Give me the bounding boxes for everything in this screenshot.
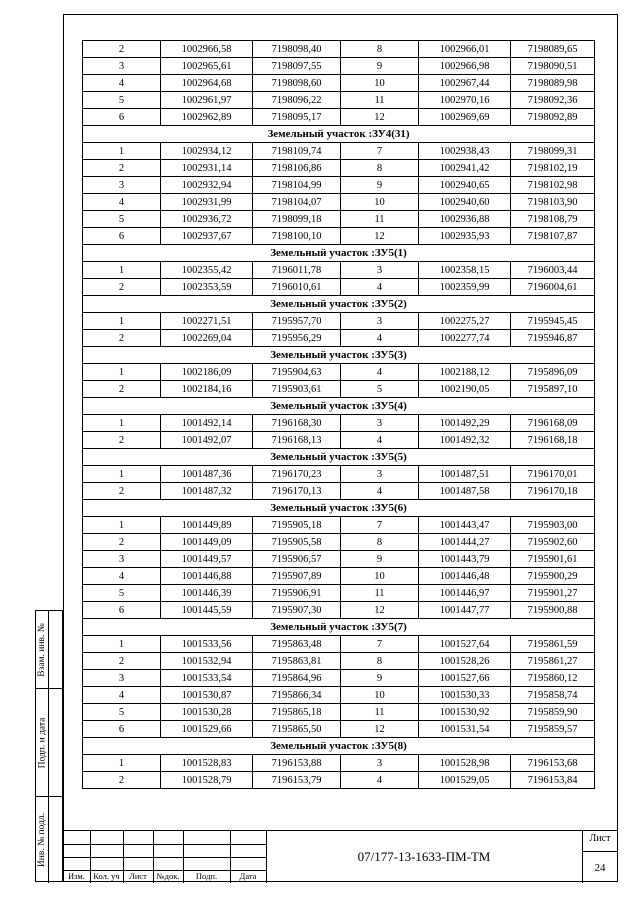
table-cell: 11 bbox=[341, 704, 419, 721]
table-cell: 1001487,51 bbox=[419, 466, 511, 483]
table-cell: 1002938,43 bbox=[419, 143, 511, 160]
table-cell: 8 bbox=[341, 534, 419, 551]
table-cell: 7195902,60 bbox=[511, 534, 595, 551]
table-cell: 3 bbox=[341, 262, 419, 279]
section-row bbox=[83, 500, 595, 517]
table-cell: 7195865,18 bbox=[253, 704, 341, 721]
table-cell: 7195906,57 bbox=[253, 551, 341, 568]
table-row bbox=[83, 41, 595, 58]
table-cell: 7196153,79 bbox=[253, 772, 341, 789]
table-cell: 1001529,05 bbox=[419, 772, 511, 789]
table-row bbox=[83, 653, 595, 670]
table-cell: 1001446,88 bbox=[161, 568, 253, 585]
table-cell: 1001528,79 bbox=[161, 772, 253, 789]
table-cell: 1002966,98 bbox=[419, 58, 511, 75]
table-cell: 1002934,12 bbox=[161, 143, 253, 160]
table-cell: 4 bbox=[341, 432, 419, 449]
table-cell: 1 bbox=[83, 364, 161, 381]
table-row bbox=[83, 228, 595, 245]
table-cell: 7198104,07 bbox=[253, 194, 341, 211]
table-row bbox=[83, 58, 595, 75]
table-cell: 7195863,48 bbox=[253, 636, 341, 653]
stamp-header-ndok: №док. bbox=[156, 871, 180, 881]
table-cell: 1001529,66 bbox=[161, 721, 253, 738]
table-row bbox=[83, 177, 595, 194]
table-cell: 7195858,74 bbox=[511, 687, 595, 704]
table-cell: 7195907,30 bbox=[253, 602, 341, 619]
table-cell: 7196168,18 bbox=[511, 432, 595, 449]
sheet-number: 24 bbox=[594, 862, 606, 874]
table-cell: 7195861,59 bbox=[511, 636, 595, 653]
table-row bbox=[83, 534, 595, 551]
table-cell: 7195945,45 bbox=[511, 313, 595, 330]
table-cell: 7198097,55 bbox=[253, 58, 341, 75]
table-cell: 1001530,28 bbox=[161, 704, 253, 721]
table-row bbox=[83, 381, 595, 398]
table-cell: 7195866,34 bbox=[253, 687, 341, 704]
table-cell: 7195957,70 bbox=[253, 313, 341, 330]
table-cell: 1001447,77 bbox=[419, 602, 511, 619]
table-cell: 7196168,13 bbox=[253, 432, 341, 449]
table-cell: 2 bbox=[83, 160, 161, 177]
table-cell: 1001528,26 bbox=[419, 653, 511, 670]
table-cell: 8 bbox=[341, 160, 419, 177]
table-cell: 7196153,68 bbox=[511, 755, 595, 772]
table-row bbox=[83, 279, 595, 296]
table-cell: 1001449,89 bbox=[161, 517, 253, 534]
table-cell: 12 bbox=[341, 721, 419, 738]
table-cell: 1002966,01 bbox=[419, 41, 511, 58]
table-cell: 7195865,50 bbox=[253, 721, 341, 738]
table-cell: 4 bbox=[83, 194, 161, 211]
sheet-label: Лист bbox=[589, 833, 611, 844]
table-cell: 7198107,87 bbox=[511, 228, 595, 245]
table-cell: 3 bbox=[341, 415, 419, 432]
table-cell: 12 bbox=[341, 109, 419, 126]
table-cell: 4 bbox=[341, 330, 419, 347]
table-row bbox=[83, 75, 595, 92]
table-cell: 1002940,65 bbox=[419, 177, 511, 194]
section-title: Земельный участок :ЗУ5(1) bbox=[83, 245, 595, 262]
table-cell: 1 bbox=[83, 415, 161, 432]
vzam-inv-label: Взам. инв. № bbox=[37, 623, 48, 677]
table-cell: 7196153,88 bbox=[253, 755, 341, 772]
table-cell: 1001530,92 bbox=[419, 704, 511, 721]
section-row bbox=[83, 296, 595, 313]
table-cell: 1002937,67 bbox=[161, 228, 253, 245]
table-cell: 1002184,16 bbox=[161, 381, 253, 398]
table-cell: 7195901,61 bbox=[511, 551, 595, 568]
table-cell: 3 bbox=[83, 670, 161, 687]
table-cell: 1002931,99 bbox=[161, 194, 253, 211]
section-row bbox=[83, 738, 595, 755]
table-cell: 10 bbox=[341, 75, 419, 92]
section-title: Земельный участок :ЗУ5(7) bbox=[83, 619, 595, 636]
table-row bbox=[83, 211, 595, 228]
table-cell: 4 bbox=[341, 483, 419, 500]
table-cell: 5 bbox=[83, 585, 161, 602]
table-cell: 7195903,00 bbox=[511, 517, 595, 534]
section-title: Земельный участок :ЗУ5(3) bbox=[83, 347, 595, 364]
table-cell: 1002936,72 bbox=[161, 211, 253, 228]
table-cell: 1001446,48 bbox=[419, 568, 511, 585]
table-cell: 2 bbox=[83, 653, 161, 670]
table-cell: 7198089,65 bbox=[511, 41, 595, 58]
table-cell: 1001531,54 bbox=[419, 721, 511, 738]
table-cell: 12 bbox=[341, 602, 419, 619]
table-cell: 7195863,81 bbox=[253, 653, 341, 670]
table-cell: 1002353,59 bbox=[161, 279, 253, 296]
side-stamp bbox=[35, 610, 63, 882]
table-cell: 7195946,87 bbox=[511, 330, 595, 347]
table-cell: 7198103,90 bbox=[511, 194, 595, 211]
table-cell: 1002964,68 bbox=[161, 75, 253, 92]
table-cell: 1002965,61 bbox=[161, 58, 253, 75]
table-row bbox=[83, 466, 595, 483]
table-cell: 1002941,42 bbox=[419, 160, 511, 177]
table-row bbox=[83, 687, 595, 704]
table-cell: 2 bbox=[83, 381, 161, 398]
table-row bbox=[83, 772, 595, 789]
table-cell: 10 bbox=[341, 194, 419, 211]
section-row bbox=[83, 126, 595, 143]
table-cell: 1002969,69 bbox=[419, 109, 511, 126]
table-cell: 1002277,74 bbox=[419, 330, 511, 347]
table-row bbox=[83, 364, 595, 381]
section-row bbox=[83, 619, 595, 636]
table-cell: 6 bbox=[83, 109, 161, 126]
table-cell: 7195860,12 bbox=[511, 670, 595, 687]
table-cell: 7198102,98 bbox=[511, 177, 595, 194]
table-cell: 1001527,66 bbox=[419, 670, 511, 687]
table-cell: 9 bbox=[341, 177, 419, 194]
section-row bbox=[83, 398, 595, 415]
table-cell: 11 bbox=[341, 585, 419, 602]
table-cell: 7196170,23 bbox=[253, 466, 341, 483]
section-title: Земельный участок :ЗУ5(8) bbox=[83, 738, 595, 755]
table-cell: 3 bbox=[341, 466, 419, 483]
table-cell: 1001528,98 bbox=[419, 755, 511, 772]
table-cell: 7198089,98 bbox=[511, 75, 595, 92]
table-cell: 1002970,16 bbox=[419, 92, 511, 109]
section-row bbox=[83, 449, 595, 466]
table-cell: 1001533,54 bbox=[161, 670, 253, 687]
table-cell: 2 bbox=[83, 483, 161, 500]
table-cell: 1001492,29 bbox=[419, 415, 511, 432]
table-row bbox=[83, 109, 595, 126]
table-cell: 1002359,99 bbox=[419, 279, 511, 296]
table-cell: 1001532,94 bbox=[161, 653, 253, 670]
table-cell: 1001528,83 bbox=[161, 755, 253, 772]
table-row bbox=[83, 517, 595, 534]
table-cell: 8 bbox=[341, 41, 419, 58]
stamp-row-line bbox=[63, 857, 266, 858]
table-cell: 7195859,90 bbox=[511, 704, 595, 721]
stamp-header-kol-uch: Кол. уч bbox=[93, 871, 120, 881]
table-row bbox=[83, 313, 595, 330]
table-cell: 1002962,89 bbox=[161, 109, 253, 126]
table-cell: 5 bbox=[83, 704, 161, 721]
table-row bbox=[83, 568, 595, 585]
table-cell: 7195906,91 bbox=[253, 585, 341, 602]
table-row bbox=[83, 483, 595, 500]
table-cell: 1001443,47 bbox=[419, 517, 511, 534]
table-cell: 4 bbox=[341, 279, 419, 296]
table-cell: 6 bbox=[83, 228, 161, 245]
table-cell: 1001527,64 bbox=[419, 636, 511, 653]
table-cell: 11 bbox=[341, 211, 419, 228]
table-cell: 1002190,05 bbox=[419, 381, 511, 398]
table-cell: 1001487,58 bbox=[419, 483, 511, 500]
table-cell: 7195905,18 bbox=[253, 517, 341, 534]
table-cell: 1002275,27 bbox=[419, 313, 511, 330]
table-cell: 1002940,60 bbox=[419, 194, 511, 211]
table-cell: 4 bbox=[341, 772, 419, 789]
stamp-sheet-line bbox=[582, 851, 618, 852]
table-cell: 1001492,07 bbox=[161, 432, 253, 449]
table-row bbox=[83, 143, 595, 160]
table-cell: 9 bbox=[341, 58, 419, 75]
table-cell: 11 bbox=[341, 92, 419, 109]
table-cell: 1002355,42 bbox=[161, 262, 253, 279]
table-cell: 7196168,09 bbox=[511, 415, 595, 432]
table-cell: 7198098,40 bbox=[253, 41, 341, 58]
table-cell: 7195903,61 bbox=[253, 381, 341, 398]
side-cell-podp-value bbox=[48, 689, 63, 797]
stamp-row-line bbox=[63, 844, 266, 845]
table-cell: 5 bbox=[83, 211, 161, 228]
table-cell: 9 bbox=[341, 551, 419, 568]
table-cell: 5 bbox=[83, 92, 161, 109]
table-cell: 1001444,27 bbox=[419, 534, 511, 551]
table-cell: 7195900,88 bbox=[511, 602, 595, 619]
table-cell: 3 bbox=[83, 58, 161, 75]
stamp-header-data: Дата bbox=[239, 871, 257, 881]
table-cell: 1002188,12 bbox=[419, 364, 511, 381]
table-cell: 7195896,09 bbox=[511, 364, 595, 381]
table-cell: 4 bbox=[83, 687, 161, 704]
table-cell: 7198099,18 bbox=[253, 211, 341, 228]
table-cell: 7198092,36 bbox=[511, 92, 595, 109]
table-row bbox=[83, 194, 595, 211]
podp-data-label: Подп. и дата bbox=[37, 717, 48, 769]
table-cell: 2 bbox=[83, 41, 161, 58]
inv-podl-label: Инв. № подл. bbox=[37, 812, 48, 868]
table-cell: 1 bbox=[83, 313, 161, 330]
table-row bbox=[83, 330, 595, 347]
table-row bbox=[83, 602, 595, 619]
table-cell: 1002186,09 bbox=[161, 364, 253, 381]
table-cell: 7198109,74 bbox=[253, 143, 341, 160]
table-row bbox=[83, 704, 595, 721]
table-cell: 1001446,97 bbox=[419, 585, 511, 602]
table-row bbox=[83, 755, 595, 772]
table-row bbox=[83, 636, 595, 653]
table-cell: 1001530,33 bbox=[419, 687, 511, 704]
stamp-header-podp: Подп. bbox=[195, 871, 218, 881]
document-code: 07/177-13-1633-ПМ-ТМ bbox=[357, 849, 491, 864]
table-cell: 7196170,18 bbox=[511, 483, 595, 500]
table-cell: 6 bbox=[83, 602, 161, 619]
table-cell: 7196004,61 bbox=[511, 279, 595, 296]
table-cell: 3 bbox=[341, 313, 419, 330]
table-cell: 7196011,78 bbox=[253, 262, 341, 279]
table-row bbox=[83, 92, 595, 109]
table-cell: 7195907,89 bbox=[253, 568, 341, 585]
table-cell: 7198100,10 bbox=[253, 228, 341, 245]
table-cell: 7195904,63 bbox=[253, 364, 341, 381]
table-cell: 7198099,31 bbox=[511, 143, 595, 160]
table-cell: 9 bbox=[341, 670, 419, 687]
table-cell: 1001492,32 bbox=[419, 432, 511, 449]
table-cell: 1001487,36 bbox=[161, 466, 253, 483]
table-cell: 7 bbox=[341, 636, 419, 653]
table-cell: 1001449,57 bbox=[161, 551, 253, 568]
table-cell: 1001446,39 bbox=[161, 585, 253, 602]
table-cell: 1 bbox=[83, 636, 161, 653]
table-cell: 7198106,86 bbox=[253, 160, 341, 177]
table-cell: 7196153,84 bbox=[511, 772, 595, 789]
table-cell: 7198098,60 bbox=[253, 75, 341, 92]
table-row bbox=[83, 415, 595, 432]
table-cell: 1 bbox=[83, 143, 161, 160]
table-cell: 3 bbox=[341, 755, 419, 772]
table-cell: 7195900,29 bbox=[511, 568, 595, 585]
table-cell: 1002936,88 bbox=[419, 211, 511, 228]
table-cell: 1001449,09 bbox=[161, 534, 253, 551]
table-cell: 4 bbox=[83, 75, 161, 92]
table-cell: 12 bbox=[341, 228, 419, 245]
table-cell: 1 bbox=[83, 517, 161, 534]
table-cell: 1001487,32 bbox=[161, 483, 253, 500]
table-cell: 7198104,99 bbox=[253, 177, 341, 194]
table-cell: 7196168,30 bbox=[253, 415, 341, 432]
section-title: Земельный участок :ЗУ5(6) bbox=[83, 500, 595, 517]
table-cell: 7196003,44 bbox=[511, 262, 595, 279]
table-cell: 1002966,58 bbox=[161, 41, 253, 58]
side-cell-vzam-value bbox=[48, 611, 63, 689]
table-cell: 7195897,10 bbox=[511, 381, 595, 398]
table-cell: 7195901,27 bbox=[511, 585, 595, 602]
table-cell: 7195905,58 bbox=[253, 534, 341, 551]
section-title: Земельный участок :ЗУ5(5) bbox=[83, 449, 595, 466]
table-row bbox=[83, 670, 595, 687]
table-cell: 7195864,96 bbox=[253, 670, 341, 687]
table-cell: 1002932,94 bbox=[161, 177, 253, 194]
section-title: Земельный участок :ЗУ5(4) bbox=[83, 398, 595, 415]
table-cell: 1001530,87 bbox=[161, 687, 253, 704]
table-cell: 1002271,51 bbox=[161, 313, 253, 330]
table-row bbox=[83, 160, 595, 177]
table-cell: 1001492,14 bbox=[161, 415, 253, 432]
table-cell: 7195859,57 bbox=[511, 721, 595, 738]
side-cell-inv-value bbox=[48, 797, 63, 883]
table-cell: 10 bbox=[341, 568, 419, 585]
table-cell: 10 bbox=[341, 687, 419, 704]
stamp-header-list: Лист bbox=[129, 871, 147, 881]
title-block bbox=[63, 830, 618, 882]
table-row bbox=[83, 721, 595, 738]
table-cell: 1 bbox=[83, 466, 161, 483]
table-cell: 1002931,14 bbox=[161, 160, 253, 177]
table-cell: 1002358,15 bbox=[419, 262, 511, 279]
table-cell: 7195861,27 bbox=[511, 653, 595, 670]
table-row bbox=[83, 551, 595, 568]
table-cell: 1001443,79 bbox=[419, 551, 511, 568]
table-cell: 1002269,04 bbox=[161, 330, 253, 347]
table-cell: 1002967,44 bbox=[419, 75, 511, 92]
table-cell: 8 bbox=[341, 653, 419, 670]
table-cell: 7196010,61 bbox=[253, 279, 341, 296]
table-row bbox=[83, 432, 595, 449]
table-cell: 7196170,13 bbox=[253, 483, 341, 500]
table-cell: 1001533,56 bbox=[161, 636, 253, 653]
table-cell: 7195956,29 bbox=[253, 330, 341, 347]
table-cell: 3 bbox=[83, 177, 161, 194]
coordinates-table bbox=[82, 40, 595, 789]
table-cell: 7198090,51 bbox=[511, 58, 595, 75]
table-cell: 1002935,93 bbox=[419, 228, 511, 245]
table-cell: 1 bbox=[83, 262, 161, 279]
table-cell: 5 bbox=[341, 381, 419, 398]
table-cell: 2 bbox=[83, 279, 161, 296]
table-cell: 6 bbox=[83, 721, 161, 738]
table-cell: 7198092,89 bbox=[511, 109, 595, 126]
section-row bbox=[83, 347, 595, 364]
table-cell: 7 bbox=[341, 517, 419, 534]
table-cell: 7198102,19 bbox=[511, 160, 595, 177]
table-cell: 3 bbox=[83, 551, 161, 568]
section-title: Земельный участок :ЗУ5(2) bbox=[83, 296, 595, 313]
table-cell: 4 bbox=[83, 568, 161, 585]
section-title: Земельный участок :ЗУ4(31) bbox=[83, 126, 595, 143]
table-cell: 1001445,59 bbox=[161, 602, 253, 619]
table-cell: 2 bbox=[83, 534, 161, 551]
table-cell: 7196170,01 bbox=[511, 466, 595, 483]
table-cell: 1002961,97 bbox=[161, 92, 253, 109]
table-cell: 2 bbox=[83, 432, 161, 449]
table-cell: 1 bbox=[83, 755, 161, 772]
table-cell: 7 bbox=[341, 143, 419, 160]
table-cell: 7198096,22 bbox=[253, 92, 341, 109]
table-cell: 7198095,17 bbox=[253, 109, 341, 126]
stamp-header-izm: Изм. bbox=[68, 871, 85, 881]
section-row bbox=[83, 245, 595, 262]
table-cell: 2 bbox=[83, 772, 161, 789]
table-row bbox=[83, 585, 595, 602]
table-cell: 7198108,79 bbox=[511, 211, 595, 228]
table-row bbox=[83, 262, 595, 279]
table-cell: 2 bbox=[83, 330, 161, 347]
table-cell: 4 bbox=[341, 364, 419, 381]
